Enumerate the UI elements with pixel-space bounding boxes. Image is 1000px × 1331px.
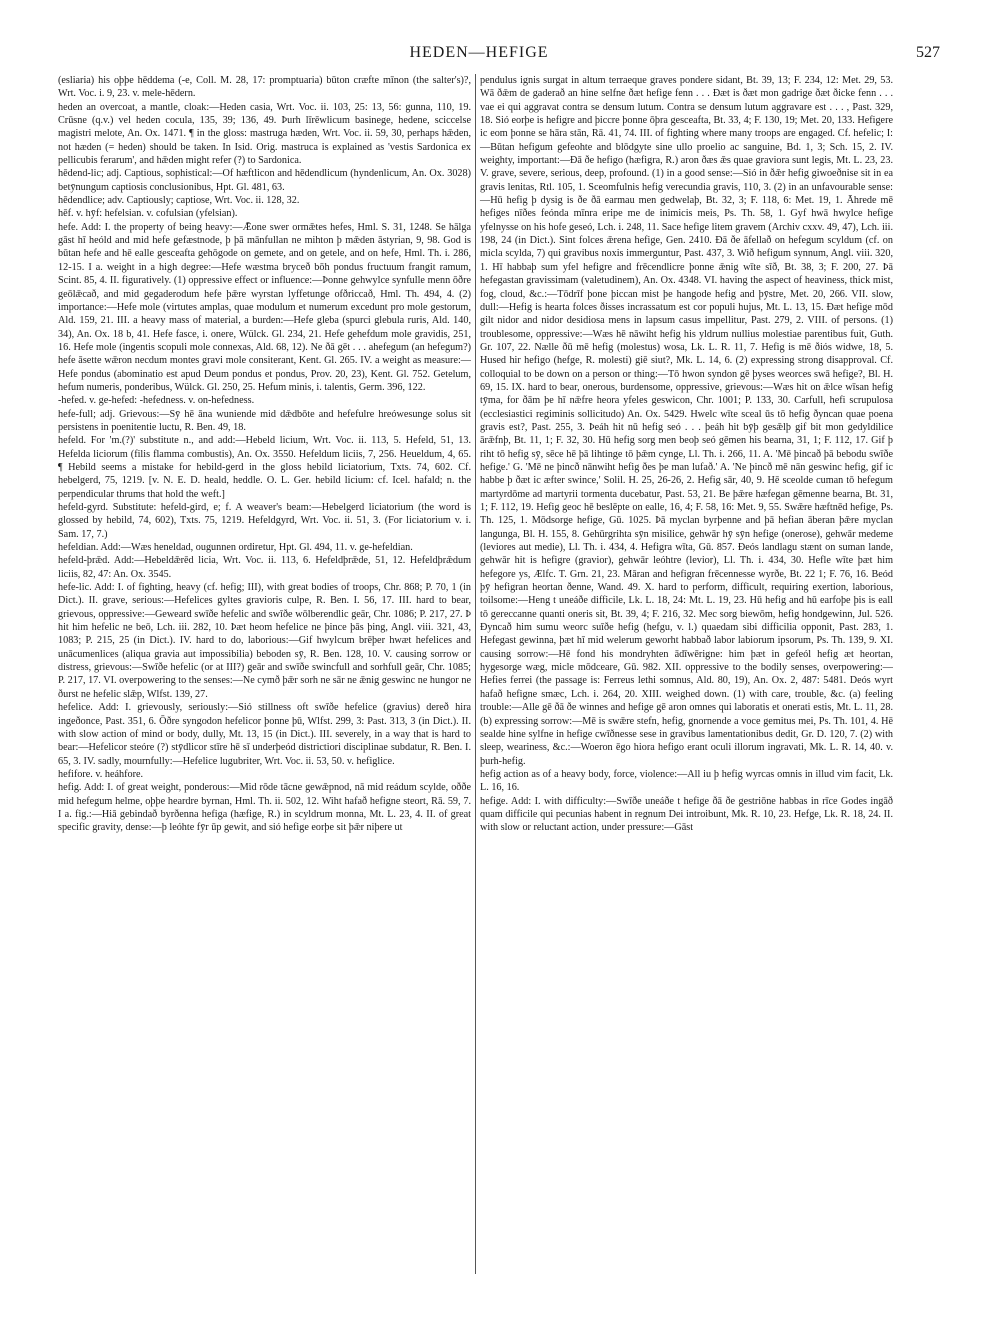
entry-hedend-lic: hēdend-lic; adj. Captious, sophistical:—Of hæftlicon and hēdendlicum (hyndenlicum, An. Ox. 3028) betȳnungum captiosis conclusionibus, Hpt. Gl. 481, 63. (58, 168, 471, 193)
entry-hefige: hefige. Add: I. with difficulty:—Swīðe uneáðe t hefige ðā ðe gestriōne habbas in rīce Godes ingāð quam difficile qui pecunias habent in regnum Dei introibunt, Mk. R. 10, 23. Hefge, Lk. R. 18, 24. II. with slow or reluctant action, under pressure:—Gāst (480, 795, 893, 834)
left-column (58, 74, 471, 835)
entry-hefe: hefe. Add: I. the property of being heavy:—Ǣone swer ormǣtes hefes, Hml. S. 31, 1248. Se hālga gāst hī heóld and mid hefe gefæstnode, þ þā mānfullan ne mihton þ mǣden āstyrian, 9, 98. God is būtan hefe and hē ealle gesceafta gehōgode on gemete, and on getele, and on hefe, Hml. Th. i. 286, 12-15. I a. weight in a high degree:—Hefe wæstma bryceð bōh pondus fructuum frangit ramum, Scint. 85, 4. II. figuratively. (1) oppressive effect or influence:—Þonne gehwylce synfulle menn ōðre geōlǣcað, and mid gegaderodum hefe þǣre wyrstan lyffetunge ofðriccað, Hml. Th. 494, 4. (2) importance:—Hefe mole (virtutes amplas, quae modulum et numerum excedunt pro mole gestorum, Ald. 159, 21. III. a heavy mass of material, a burden:—Hefe gleba (spurci glebula ruris, Ald. 140, 34), An. Ox. 18 b, 41. Hefe fasce, i. onere, Wülck. Gl. 234, 21. Hefe gehefdum mole gravidis, 251, 16. Hefe mole (ingentis scopuli mole connexas, Ald. 68, 12). Ne ðā gēt . . . ahefegum (an hefegum?) hefe āsette wǣron necdum montes gravi mole consiterant, Kent. Gl. 265. IV. a weight as measure:—Hefe pondus (abominatio est apud Deum pondus et pondus, Prov. 20, 23), Kent. Gl. 752. Getelum, hefum numeris, ponderibus, Wülck. Gl. 250, 25. Hefum minis, i. talentis, Germ. 396, 122. (58, 221, 471, 393)
entry-hefelice: hefelice. Add: I. grievously, seriously:—Sió stillness oft swīðe hefelice (gravius) dereð hira ingeðonce, Past. 351, 6. Ōðre syngodon hefelicor þonne þū, Wlfst. 299, 3: Past. 313, 3 (in Dict.). II. with slow action of mind or body, dully, Mt. 13, 15 (in Dict.). III. severely, in a way that is hard to bear:—Hefelicor steóre (?) stȳdlicor stīre hē sī underþeód districtiori disciplinae subdatur, R. Ben. I. 65, 3. IV. sadly, mournfully:—Hefelice lugubriter, Wrt. Voc. ii. 53, 50. v. hefiglice. (58, 702, 471, 767)
entry-hefeld-gyrd: hefeld-gyrd. Substitute: hefeld-gird, e; f. A weaver's beam:—Hebelgerd liciatorium (the word is glossed by hebild, 74, 602), Txts. 75, 1219. Hefeldgyrd, Wrt. Voc. ii. 51, 3. (For liciatorium v. i. Sam. 17, 7.) (58, 502, 471, 540)
entry-hefeld-thraed: hefeld-þrǣd. Add:—Hebeldǣrēd licia, Wrt. Voc. ii. 113, 6. Hefeldþrǣde, 51, 12. Hefeldþrǣdum liciis, 82, 47: An. Ox. 3545. (58, 555, 471, 580)
page-number: 527 (916, 44, 940, 61)
entry-hefig: hefig. Add: I. of great weight, ponderous:—Mid rōde tācne gewǣpnod, nā mid reádum scylde, oððe mid hefegum helme, oþþe heardre byrnan, Hml. Th. ii. 502, 12. Wiht hafað hefigne steort, Rā. 59, 7. I a. fig.:—Hiā gebindað byrðenna hefiga (hæfige, R.) in scyldrum monna, Mt. L. 23, 4. II. of great specific gravity, dense:—þ leóhte fȳr ūp gewit, and sió hefige eorþe sit þǣr niþere ut (58, 782, 471, 834)
page-title: HEDEN—HEFIGE (409, 44, 549, 61)
entry-hef: hēf. v. hȳf: hefelsian. v. cofulsian (yfelsian). (58, 208, 238, 220)
column-divider (475, 74, 476, 1274)
right-column (480, 74, 893, 835)
entry-hefe-full: hefe-full; adj. Grievous:—Sȳ hē āna wuniende mid dǣdbōte and hefefulre hreówesunge solus sit persistens in poenitentie luctu, R. Ben. 49, 18. (58, 408, 471, 433)
entry-hefeldian: hefeldian. Add:—Wæs heneldad, ougunnen ordiretur, Hpt. Gl. 494, 11. v. ge-hefeldian. (58, 542, 413, 554)
entry-eslaria: (esliaria) his oþþe hēddema (-e, Coll. M. 28, 17: promptuaria) būton cræfte mīnon (the salter's)?, Wrt. Voc. i. 9, 23. v. mele-hēdern. (58, 75, 471, 100)
entry-hefe-lic: hefe-lic. Add: I. of fighting, heavy (cf. hefig; III), with great bodies of troops, Chr. 868; P. 70, 1 (in Dict.). II. grave, serious:—Hefelices gyltes gravioris culpe, R. Ben. I. 56, 17. III. hard to bear, grievous, oppressive:—Geweard swīðe hefelic and swīðe wōlberendlic geār, Chr. 1086; P. 217, 27. Þ hit him hefelic ne beō, Lch. iii. 282, 10. Þæt heom hefelice ne þince þās þing, Angl. viii. 321, 43, 1083; P. 215, 25 (in Dict.). IV. hard to do, laborious:—Gif hwylcum brēþer hwæt hefelices and unācumenlices (aliqua gravia aut impossibilia) beboden sȳ, R. Ben. 128, 10. V. causing sorrow or distress, grievous:—Swīðe hefelic (or at III?) geār and swīðe swincfull and sorhfull geār, Chr. 1085; P. 217, 17. VI. overpowering to the senses:—Ne cymð þǣr sorh ne sār ne ǣnig geswinc ne hungor ne ðurst ne hefelic slǣp, Wlfst. 139, 27. (58, 582, 471, 700)
entry-hedendlice: hēdendlice; adv. Captiously; captiose, Wrt. Voc. ii. 128, 32. (58, 195, 300, 207)
entry-hefed: -hefed. v. ge-hefed: -hefedness. v. on-hefedness. (58, 395, 255, 407)
entry-hefifore: hefifore. v. heáhfore. (58, 768, 144, 780)
entry-hefeld: hefeld. For 'm.(?)' substitute n., and add:—Hebeld licium, Wrt. Voc. ii. 113, 5. Hefeld, 51, 13. Hefelda liciorum (filis flamma combustis), An. Ox. 3550. Hefeldum liciis, 7, 256. Heueldum, 4, 65. ¶ Hebild seems a mistake for hebild-gerd in the gloss hebild liciatorium, Txts. 74, 602. Cf. hebelgerd, 75, 1219. [v. N. E. D. heald, heddle. O. L. Ger. hebild licium: cf. Icel. hafald; n. the perpendicular thrums that hold the weft.] (58, 435, 471, 500)
entry-hefig-noun: hefig action as of a heavy body, force, violence:—All iu þ hefig wyrcas omnis in illud vim facit, Lk. L. 16, 16. (480, 768, 893, 794)
entry-hefig-continued: pendulus ignis surgat in altum terraeque graves pondere sidant, Bt. 39, 13; F. 234, 12: Met. 29, 53. Wā ðǣm de gaderað an hine selfne ðæt hefige fenn . . . Ðæt is ðæt mon gadrige ðæt ðicke fenn . . . vae ei qui aggravat contra se densum lutum. Contra se densum lutum aggravare est . . . , Past. 329, 18. Sió eorþe is hefigre and þiccre þonne ōþra gesceafta, Bt. 33, 4; F. 130, 19; Met. 20, 133. Hefigere ic eom þonne se hāra stān, Rā. 41, 74. III. of fighting where many troops are engaged. Cf. hefelic; I:—Būtan hefigum gefeohte and blōdgyte sine ullo proelio ac sanguine, Bd. 1, 3; Sch. 15, 2. IV. weighty, important:—Ðā ðe hefigo (hæfigra, R.) aron ðæs ǣs quae graviora sunt legis, Mt. L. 23, 23. V. grave, severe, serious, deep, profound. (1) in a good sense:—Sió in ðǣr hefig giwoeðnise sit in ea gravis lenitas, Rtl. 105, 1. Sceomfulnis hefig verecundia gravis, 110, 3. (2) in an unfavourable sense:—Hū hefig þ dysig is ðe ðā earmau men gedwelaþ, Bt. 32, 3; F. 118, 6: Met. 19, 1. Āhrede mē hefiges nīðes feónda mīnra eripe me de inimicis meis, Ps. Th. 58, 1. Gyf hwā hwylce hefige yfelnysse on his hofe geseó, Lch. i. 248, 11. Sace hefige litem gravem (Archiv cxxv. 49, 47), Lch. iii. 198, 24 (in Dict.). Sint folces ǣrena hefige, Gen. 2410. Ðā ðe āfellað on hefegum scyldum (cf. on micla scylda, 7) qui gravibus noxis immerguntur, Past. 437, 3. Wið hefigum synnum, Angl. viii. 320, 1. Hī habbaþ sum yfel hefigre and frēcendlicre þonne ǣnig wīte sīð, Bt. 38, 3; F. 200, 27. Þā hefegastan gravissimam (valetudinem), An. Ox. 4348. VI. having the aspect of heaviness, thick mist, fog, cloud, &c.:—Tōdrīf þone þiccan mist þe hangode hefig and þȳstre, Met. 20, 266. VII. slow, dull:—Hefig is hearta folces ðisses incrassatum est cor populi hujus, Mt. L. 13, 15. Ðæt hefige mōd gilt nidor and nidor desidiosa mens in lapsum casus impellitur, Past. 279, 2. VIII. of persons. (1) troublesome, oppressive:—Wæs hē nāwiht hefig his yldrum nullius molestiae parentibus fuit, Guth. Gr. 107, 22. Nælle ðū mē hefig (molestus) wosa, Lk. L. R. 11, 7. Hefig is mē ðiós widwe, 18, 5. Hused hir hefigo (hefge, R. molesti) giē siut?, Mk. L. 14, 6. (2) expressing strong disapproval. Cf. colloquial to be down on a person or thing:—Tō hwon syndon gē þyses weorces swā hefige?, Bl. H. 69, 15. IX. hard to bear, onerous, burdensome, oppressive, grievous:—Wæs hit on ǣlce wīsan hefig tȳma, for ðām þe hī nǣfre heora yfeles geswicon, Chr. 1001; P. 133, 30. Carfull, hefi scrupulosa (ecclesiastici regiminis sollicitudo) An. Ox. 5429. Hwelc wīte sceal ūs tō hefig ðyncan quae poena gravis est?, Past. 255, 3. Þeáh hit nū hefig seó . . . þeáh hit bȳþ gesǣlþ gif bit mon gedyldilice ārǣfnþ, Bt. 11, 1; F. 32, 30. Hū hefig sorg men beoþ seó gēmen his bearna, 31, 1; F. 112, 17. Gif þ riht tō hefig sȳ, sēce hē þā lihtinge tō þǣm cynge, Ll. Th. i. 266, 11. A. 'Mē þincað þā bebodu swīðe hefige.' G. 'Mē ne þincð nānwiht hefig ðes þe man lufað.' A. 'Ne þincð mē nān geswinc hefig, gif ic habbe þ ðæt ic æfter swince,' Solil. H. 25, 26-26, 2. Hefig sār, 40, 9. Hē sceolde cuman tō hefegum martyrdōme ad martyrii tormenta ducebatur, Past. 53, 21. Be þǣre hæfegan gēmenne bearna, Bt. 31, 1; F. 112, 19. Hefig geoc hē beslēpte on ealle, 16, 4; F. 58, 16: Met. 9, 55. Swǣre hæftnēd hefige, Ps. Th. 125, 1. Mōdsorge hefige, Gū. 1025. Þā myclan byrþenne and þā hefian āberan þǣre myclan langunga, Bl. H. 155, 8. Gehūrgrihta sȳn misilice, gehwār hȳ sȳn hefige (onerose), gehwār medeme (leviores aut medie), Ll. Th. i. 434, 4. Hefigra wīta, Gū. 857. Ðeós landlagu stænt on suman lande, gehwār hit is hefigre (gravior), gehwār leóhtre (levior), Ll. Th. i. 434, 30. Hefle wīte þæt him hefegore ys, Ælfc. T. Grn. 21, 23. Māran and hefigran frēcennesse wyrðe, Bt. 22 1; F. 76, 16. Beód þȳ hefigran heortan ðenne, Wand. 49. X. hard to perform, difficult, requiring exertion, laborious, toilsome:—Heng t uneáðe difficile, Lk. L. 18, 24: Mt. L. 19, 23. Hū hefig and hū earfoþe þis is eall tō gereccanne quanti oneris sit, Bt. 39, 4; F. 216, 32. Mec sorg biewōm, hefig hondgewinn, Jul. 526. Ðyncað him sumu weorc suīðe hefig (hefgu, v. l.) quaedam sibi difficilia opponit, Past. 283, 1. Hefegast gewinna, þæt hī mid welerum geworht habbað labor labiorum ipsorum, Ps. Th. 139, 9. XI. causing sorrow:—Hē fond his mondryhten ādīwērigne: him þæt in gefeól hefig æt heortan, hygesorge wæg, micle mōdceare, Gū. 982. XII. oppressive to the bodily senses, overpowering:—Hefies ferrei (the passage is: Ferreus lethi somnus, Ald. 80, 19), An. Ox. 2, 487: 5481. Deós wyrt hafað hefigne smæc, Lch. i. 264, 20. XIII. weighed down. (1) with care, trouble, &c. (a) feeling trouble:—Alle gē ðā ðe winnes and hefige gē aron omnes qui laboratis et onerati estis, Mt. L. 11, 28. (b) expressing sorrow:—Mē is swǣre stefn, hefig, gnornende a voce gemitus mei, Ps. Th. 101, 4. Hē sealde hine sylfne in hefige cwīðnesse sese in gravibus lamentationibus dedit, Gr. D. 120, 7. (2) with sleep, weariness, &c.:—Woeron ēgo hiora hefigo erant oculi illorum ingravati, Mk. L. R. 14, 40. v. þurh-hefig. (480, 75, 893, 767)
running-head (58, 44, 940, 68)
entry-heden: heden an overcoat, a mantle, cloak:—Heden casia, Wrt. Voc. ii. 103, 25: 13, 56: gunna, 110, 19. Crūsne (q.v.) vel heden cocula, 135, 39; 136, 49. Þurh līrēwlicum basinege, hedene, sciccelse magistri melote, An. Ox. 1471. ¶ in the gloss: mastruga hæden, Wrt. Voc. ii. 59, 30, perhaps hǣden, not hæden (= heden) should be taken. In Isid. Orig. mastruca is explained as 'vestis Sardonica ex pellicubis ferarum', and hǣden might refer (?) to Sardonica. (58, 101, 471, 167)
